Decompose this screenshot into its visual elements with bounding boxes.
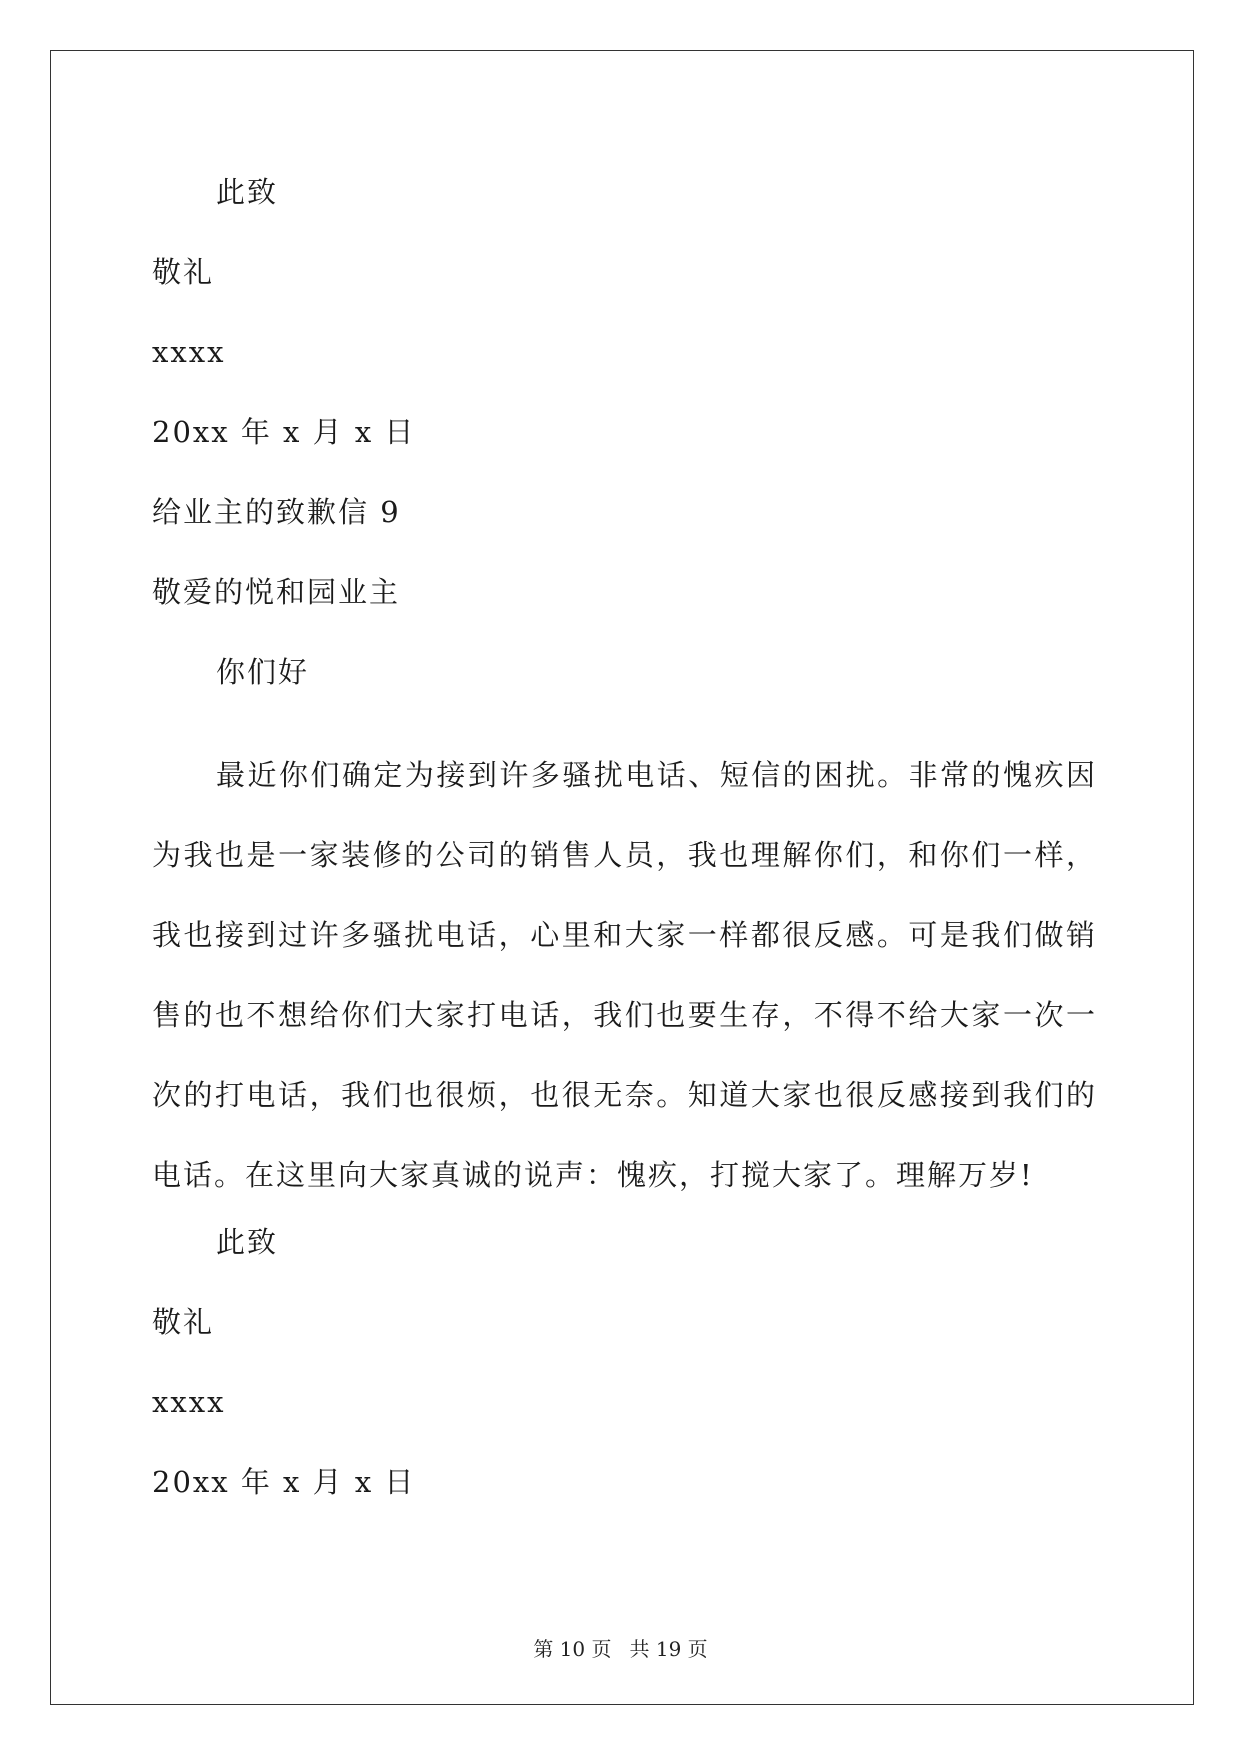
signature-text: xxxx	[152, 335, 226, 369]
letter-heading: 给业主的致歉信 9	[152, 495, 401, 529]
page-number: 第 10 页	[533, 1637, 612, 1661]
date-text: 20xx 年 x 月 x 日	[152, 415, 416, 449]
closing-text: 此致	[216, 175, 279, 209]
page-footer	[0, 1637, 1241, 1661]
page-total: 共 19 页	[629, 1637, 708, 1661]
date-text: 20xx 年 x 月 x 日	[152, 1465, 416, 1499]
salute-text: 敬礼	[152, 255, 215, 289]
letter-body: 最近你们确定为接到许多骚扰电话、短信的困扰。非常的愧疚因为我也是一家装修的公司的销售人员，我也理解你们，和你们一样，我也接到过许多骚扰电话，心里和大家一样都很反感。可是我们做销售的也不想给你们大家打电话，我们也要生存，不得不给大家一次一次的打电话，我们也很烦，也很无奈。知道大家也很反感接到我们的电话。在这里向大家真诚的说声：愧疚，打搅大家了。理解万岁!	[152, 758, 1097, 1192]
recipient-text: 敬爱的悦和园业主	[152, 575, 401, 609]
signature-text: xxxx	[152, 1385, 226, 1419]
closing-text: 此致	[216, 1225, 279, 1259]
greeting-text: 你们好	[216, 655, 310, 689]
salute-text: 敬礼	[152, 1305, 215, 1339]
